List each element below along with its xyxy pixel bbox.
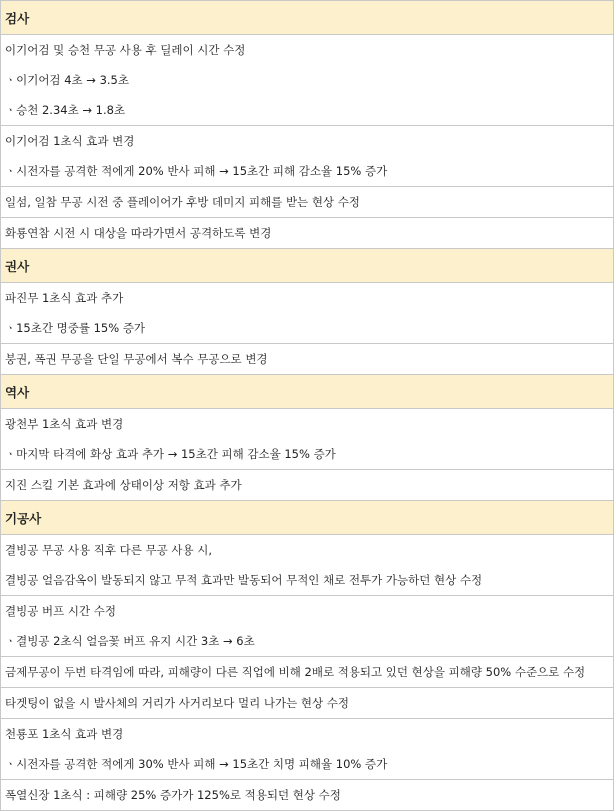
patch-note-cell bbox=[1, 344, 613, 375]
patch-note-line: 지진 스킬 기본 효과에 상태이상 저항 효과 추가 bbox=[5, 478, 242, 492]
patch-note-cell bbox=[1, 409, 613, 470]
section-header: 기공사 bbox=[1, 501, 613, 535]
patch-note-line: 천룡포 1초식 효과 변경 bbox=[5, 727, 124, 741]
patch-note-cell bbox=[1, 35, 613, 126]
patch-note-cell bbox=[1, 126, 613, 187]
patch-note-cell bbox=[1, 187, 613, 218]
section-header: 검사 bbox=[1, 1, 613, 35]
patch-note-line: 화룡연참 시전 시 대상을 따라가면서 공격하도록 변경 bbox=[5, 226, 272, 240]
patch-note-line: 결빙공 버프 시간 수정 bbox=[5, 604, 116, 618]
patch-note-cell bbox=[1, 719, 613, 780]
patch-note-cell bbox=[1, 470, 613, 501]
patch-note-line: 파진무 1초식 효과 추가 bbox=[5, 291, 124, 305]
patch-note-line: ㆍ시전자를 공격한 적에게 20% 반사 피해 → 15초간 피해 감소율 15% 증가 bbox=[5, 164, 388, 178]
patch-note-line: 타겟팅이 없을 시 발사체의 거리가 사거리보다 멀리 나가는 현상 수정 bbox=[5, 696, 349, 710]
patch-note-cell bbox=[1, 780, 613, 811]
patch-note-cell bbox=[1, 657, 613, 688]
patch-note-line: ㆍ마지막 타격에 화상 효과 추가 → 15초간 피해 감소율 15% 증가 bbox=[5, 447, 336, 461]
patch-note-cell bbox=[1, 283, 613, 344]
patch-note-line: 이기어검 1초식 효과 변경 bbox=[5, 134, 135, 148]
patch-note-cell bbox=[1, 535, 613, 596]
patch-note-cell bbox=[1, 596, 613, 657]
section-header: 역사 bbox=[1, 375, 613, 409]
patch-note-line: 폭열신장 1초식 : 피해량 25% 증가가 125%로 적용되던 현상 수정 bbox=[5, 788, 341, 802]
patch-note-line: ㆍ15초간 명중률 15% 증가 bbox=[5, 321, 146, 335]
patch-note-line: ㆍ결빙공 2초식 얼음꽃 버프 유지 시간 3초 → 6초 bbox=[5, 634, 255, 648]
patch-note-line: 이기어검 및 승천 무공 사용 후 딜레이 시간 수정 bbox=[5, 43, 246, 57]
patch-note-line: 일섬, 일참 무공 시전 중 플레이어가 후방 데미지 피해를 받는 현상 수정 bbox=[5, 195, 360, 209]
patch-note-line: ㆍ승천 2.34초 → 1.8초 bbox=[5, 103, 126, 117]
patch-note-cell bbox=[1, 218, 613, 249]
section-header: 권사 bbox=[1, 249, 613, 283]
patch-note-line: ㆍ시전자를 공격한 적에게 30% 반사 피해 → 15초간 치명 피해율 10% 증가 bbox=[5, 757, 388, 771]
patch-note-line: 결빙공 무공 사용 직후 다른 무공 사용 시, bbox=[5, 543, 212, 557]
patch-note-line: 붕권, 폭권 무공을 단일 무공에서 복수 무공으로 변경 bbox=[5, 352, 268, 366]
patch-note-cell bbox=[1, 688, 613, 719]
patch-note-line: 광천부 1초식 효과 변경 bbox=[5, 417, 124, 431]
patch-note-line: 금제무공이 두번 타격임에 따라, 피해량이 다른 직업에 비해 2배로 적용되고 있던 현상을 피해량 50% 수준으로 수정 bbox=[5, 665, 586, 679]
patch-note-line: ㆍ이기어검 4초 → 3.5초 bbox=[5, 73, 129, 87]
patch-note-line: 결빙공 얼음감옥이 발동되지 않고 무적 효과만 발동되어 무적인 채로 전투가 가능하던 현상 수정 bbox=[5, 573, 483, 587]
